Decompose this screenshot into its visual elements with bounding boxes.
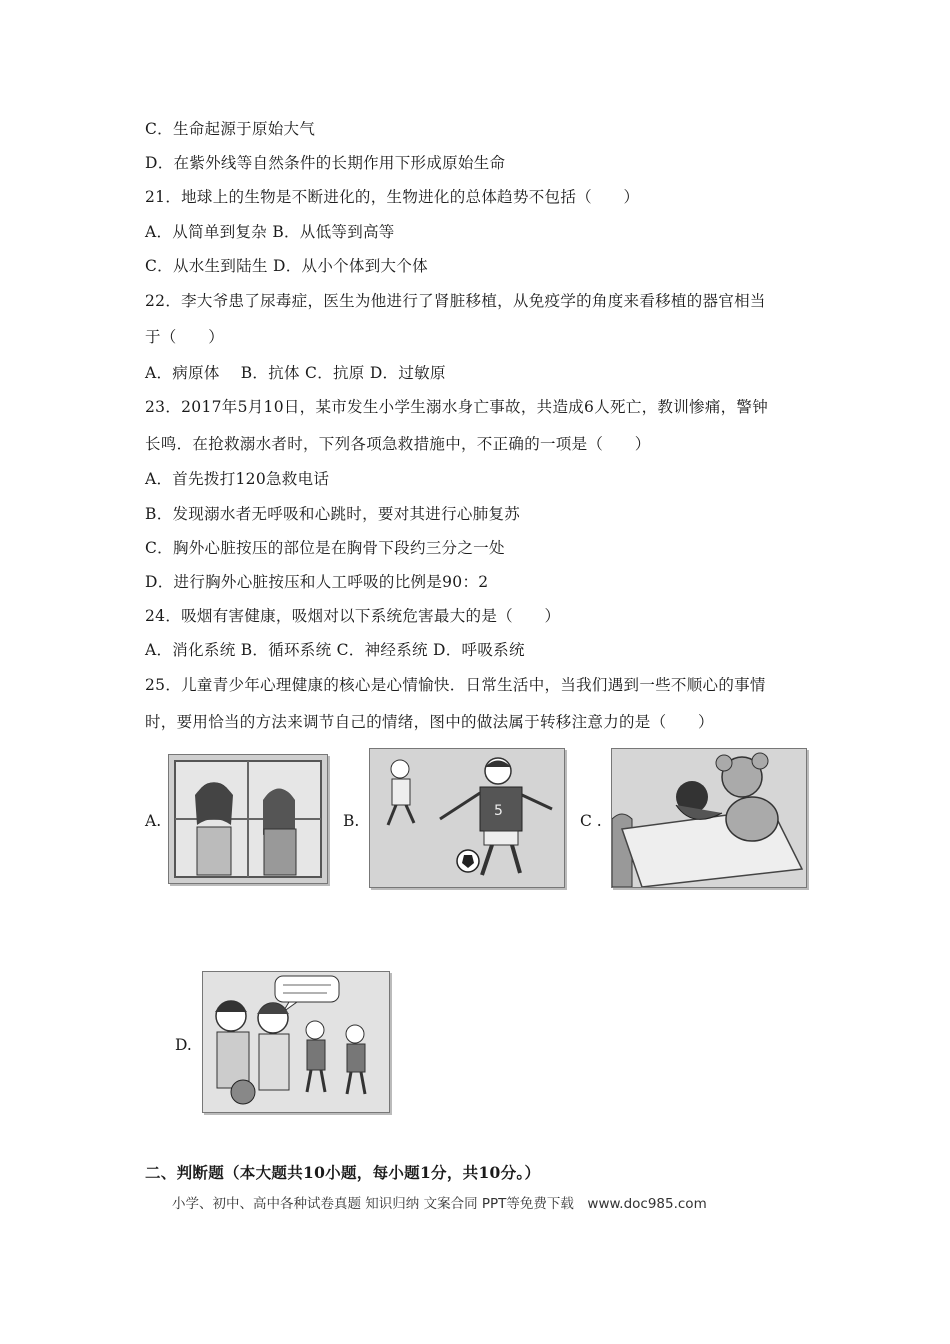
option-d-image	[202, 971, 390, 1113]
section-heading: 二、判断题（本大题共10小题，每小题1分，共10分。）	[145, 1163, 541, 1182]
page-footer: 小学、初中、高中各种试卷真题 知识归纳 文案合同 PPT等免费下载 www.doc985.com	[172, 1196, 707, 1212]
text-line: A．从简单到复杂 B．从低等到高等	[145, 223, 395, 241]
text-line: D．在紫外线等自然条件的长期作用下形成原始生命	[145, 154, 506, 172]
text-line: C．胸外心脏按压的部位是在胸骨下段约三分之一处	[145, 539, 505, 557]
question-21: 21．地球上的生物是不断进化的，生物进化的总体趋势不包括（ ）	[145, 188, 640, 206]
option-b-image	[369, 748, 565, 888]
text-line: 长鸣．在抢救溺水者时，下列各项急救措施中，不正确的一项是（ ）	[145, 435, 651, 453]
text-line: A．首先拨打120急救电话	[145, 470, 330, 488]
option-c-label: C .	[580, 812, 602, 830]
question-25: 25．儿童青少年心理健康的核心是心情愉快．日常生活中，当我们遇到一些不顺心的事情	[145, 676, 766, 694]
question-22: 22．李大爷患了尿毒症，医生为他进行了肾脏移植，从免疫学的角度来看移植的器官相当	[145, 292, 766, 310]
text-line: A．病原体 B．抗体 C．抗原 D．过敏原	[145, 364, 446, 382]
text-line: C．从水生到陆生 D．从小个体到大个体	[145, 257, 428, 275]
text-line: 于（ ）	[145, 328, 225, 346]
question-23: 23．2017年5月10日，某市发生小学生溺水身亡事故，共造成6人死亡，教训惨痛，警钟	[145, 398, 769, 416]
option-a-image	[168, 754, 328, 884]
question-24: 24．吸烟有害健康，吸烟对以下系统危害最大的是（ ）	[145, 607, 561, 625]
option-a-label: A.	[145, 812, 162, 830]
option-d-label: D.	[175, 1036, 192, 1054]
text-line: C．生命起源于原始大气	[145, 120, 316, 138]
text-line: 时，要用恰当的方法来调节自己的情绪，图中的做法属于转移注意力的是（ ）	[145, 713, 714, 731]
text-line: B．发现溺水者无呼吸和心跳时，要对其进行心肺复苏	[145, 505, 521, 523]
option-c-image	[611, 748, 807, 888]
text-line: D．进行胸外心脏按压和人工呼吸的比例是90：2	[145, 573, 489, 591]
text-line: A．消化系统 B．循环系统 C．神经系统 D．呼吸系统	[145, 641, 525, 659]
svg-text:5: 5	[494, 803, 503, 819]
option-b-label: B.	[343, 812, 360, 830]
